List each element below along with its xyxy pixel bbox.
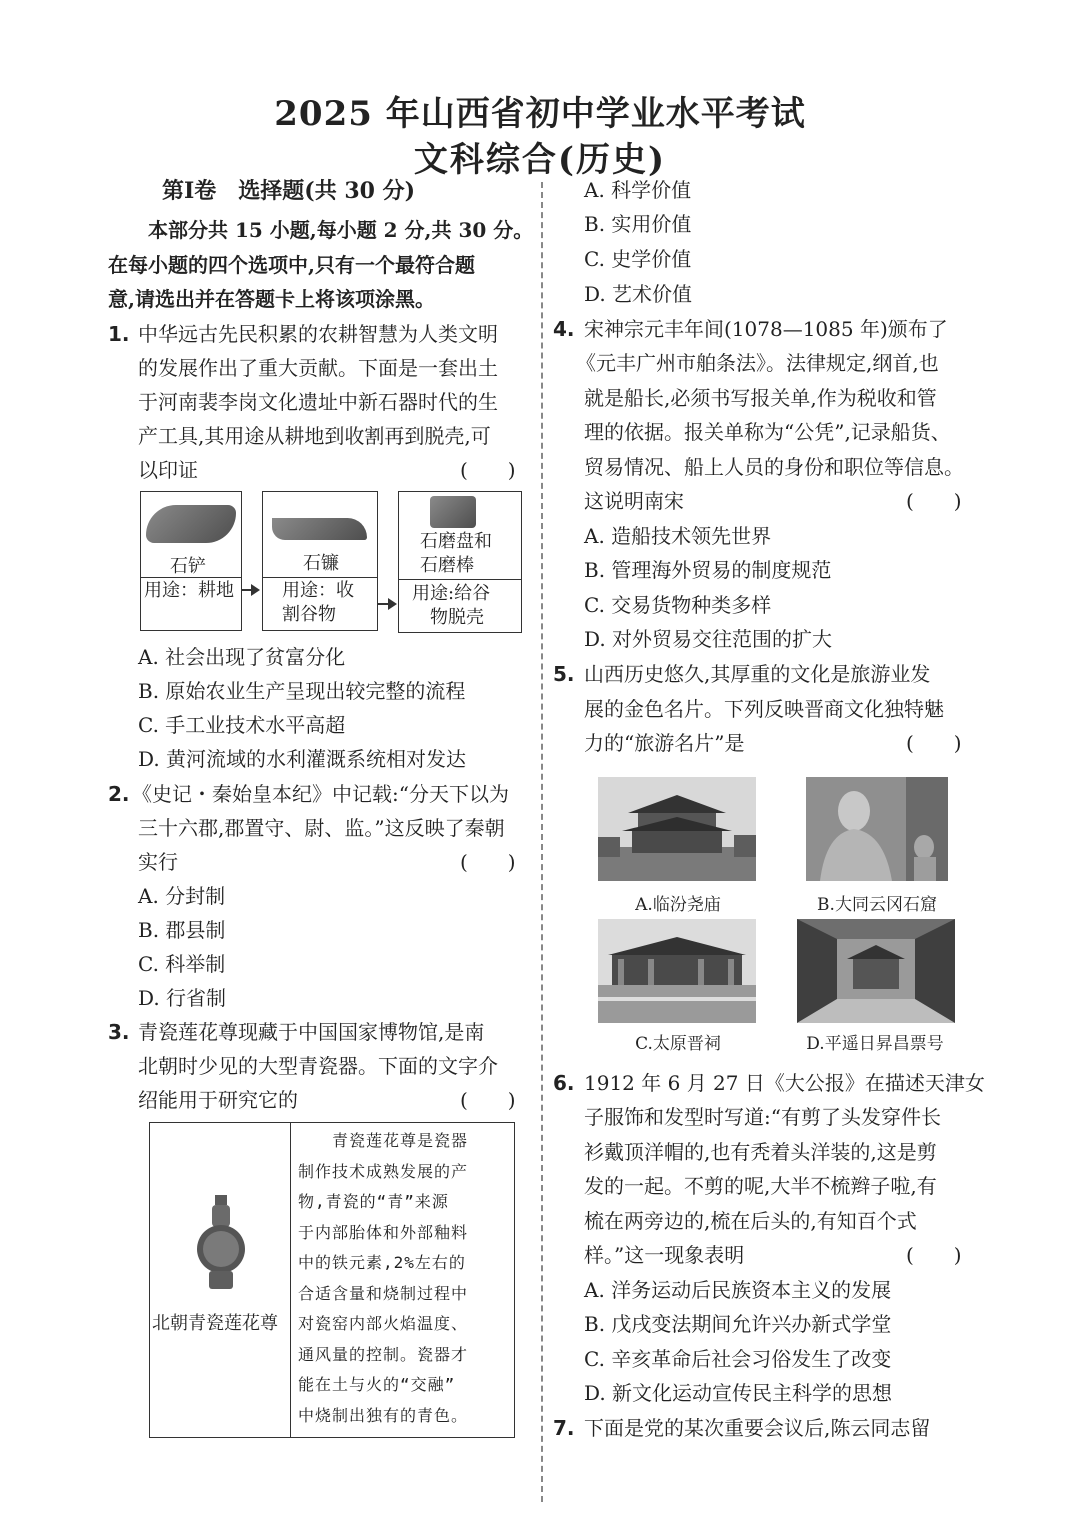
- option: A. 洋务运动后民族资本主义的发展: [584, 1278, 892, 1302]
- question-text: 三十六郡,郡置守、尉、监。”这反映了秦朝: [138, 816, 505, 840]
- question-text: 中华远古先民积累的农耕智慧为人类文明: [138, 322, 498, 346]
- tool-use: 割谷物: [282, 604, 336, 625]
- question-text: 1912 年 6 月 27 日《大公报》在描述天津女: [584, 1071, 985, 1095]
- option: D. 对外贸易交往范围的扩大: [584, 627, 833, 651]
- tool-name: 石磨盘和: [420, 531, 492, 552]
- exam-title: 2025 年山西省初中学业水平考试: [274, 94, 806, 134]
- lotus-vase-image: [195, 1195, 247, 1291]
- option: A. 分封制: [138, 884, 226, 908]
- stone-shovel-image: [146, 505, 236, 543]
- question-text: 于河南裴李岗文化遗址中新石器时代的生: [138, 390, 498, 414]
- answer-blank: ( ): [906, 489, 962, 513]
- tool-use: 用途:给谷: [412, 583, 491, 604]
- instruction-line: 本部分共 15 小题,每小题 2 分,共 30 分。: [148, 218, 534, 242]
- option: C. 史学价值: [584, 247, 692, 271]
- question-number: 4.: [553, 317, 575, 341]
- option: C. 交易货物种类多样: [584, 593, 772, 617]
- photo-caption: B.大同云冈石窟: [817, 895, 937, 915]
- answer-blank: ( ): [460, 458, 516, 482]
- option: B. 原始农业生产呈现出较完整的流程: [138, 679, 466, 703]
- tool-name: 石磨棒: [420, 555, 474, 576]
- option: C. 科举制: [138, 952, 226, 976]
- answer-blank: ( ): [460, 1088, 516, 1112]
- option: D. 新文化运动宣传民主科学的思想: [584, 1381, 893, 1405]
- question-text: 产工具,其用途从耕地到收割再到脱壳,可: [138, 424, 491, 448]
- option: A. 科学价值: [584, 178, 692, 202]
- question-text: 以印证: [138, 458, 198, 482]
- tool-use: 用途：耕地: [144, 580, 234, 601]
- arrow-icon: [378, 603, 395, 605]
- option: B. 实用价值: [584, 212, 692, 236]
- question-text: 就是船长,必须书写报关单,作为税收和管: [584, 386, 937, 410]
- vase-description: 青瓷莲花尊是瓷器 制作技术成熟发展的产 物,青瓷的“青”来源 于内部胎体和外部釉料 中的铁元素,2%左右的 合适含量和烧制过程中 对瓷窑内部火焰温度、 通风量的控制。瓷器才 能在土与火的“交融” 中烧制出独有的青色。: [298, 1131, 469, 1425]
- instruction-line: 意,请选出并在答题卡上将该项涂黑。: [108, 287, 435, 311]
- option: D. 艺术价值: [584, 282, 693, 306]
- tool-name: 石铲: [170, 556, 206, 577]
- column-divider: [541, 182, 543, 1502]
- photo-caption: D.平遥日昇昌票号: [806, 1034, 944, 1054]
- section-heading: 第Ⅰ卷 选择题(共 30 分): [162, 178, 416, 204]
- yao-temple-photo: [598, 777, 756, 881]
- photo-caption: A.临汾尧庙: [635, 895, 721, 915]
- question-number: 1.: [108, 322, 130, 346]
- answer-blank: ( ): [906, 1243, 962, 1267]
- option: A. 社会出现了贫富分化: [138, 645, 346, 669]
- question-text: 实行: [138, 850, 178, 874]
- question-text: 绍能用于研究它的: [138, 1088, 298, 1112]
- question-text: 理的依据。报关单称为“公凭”,记录船货、: [584, 420, 951, 444]
- question-text: 发的一起。不剪的呢,大半不梳辫子啦,有: [584, 1174, 937, 1198]
- question-text: 青瓷莲花尊现藏于中国国家博物馆,是南: [138, 1020, 485, 1044]
- vase-caption: 北朝青瓷莲花尊: [152, 1313, 278, 1334]
- question-text: 样。”这一现象表明: [584, 1243, 745, 1267]
- question-text: 《元丰广州市舶条法》。法律规定,纲首,也: [576, 351, 939, 375]
- answer-blank: ( ): [906, 731, 962, 755]
- question-number: 7.: [553, 1416, 575, 1440]
- question-text: 《史记・秦始皇本纪》中记载:“分天下以为: [132, 782, 509, 806]
- option: B. 管理海外贸易的制度规范: [584, 558, 832, 582]
- question-number: 6.: [553, 1071, 575, 1095]
- option: D. 黄河流域的水利灌溉系统相对发达: [138, 747, 467, 771]
- question-text: 的发展作出了重大贡献。下面是一套出土: [138, 356, 498, 380]
- exam-subtitle: 文科综合(历史): [413, 140, 667, 180]
- yungang-grottoes-photo: [806, 777, 948, 881]
- question-text: 展的金色名片。下列反映晋商文化独特魅: [584, 697, 944, 721]
- question-text: 下面是党的某次重要会议后,陈云同志留: [584, 1416, 931, 1440]
- option: B. 郡县制: [138, 918, 226, 942]
- option: C. 辛亥革命后社会习俗发生了改变: [584, 1347, 892, 1371]
- question-text: 这说明南宋: [584, 489, 684, 513]
- question-number: 2.: [108, 782, 130, 806]
- question-text: 子服饰和发型时写道:“有剪了头发穿件长: [584, 1105, 941, 1129]
- question-number: 3.: [108, 1020, 130, 1044]
- question-text: 梳在两旁边的,梳在后头的,有知百个式: [584, 1209, 917, 1233]
- answer-blank: ( ): [460, 850, 516, 874]
- photo-caption: C.太原晋祠: [635, 1034, 721, 1054]
- option: B. 戊戌变法期间允许兴办新式学堂: [584, 1312, 892, 1336]
- instruction-line: 在每小题的四个选项中,只有一个最符合题: [108, 253, 475, 277]
- option: C. 手工业技术水平高超: [138, 713, 346, 737]
- question-number: 5.: [553, 662, 575, 686]
- question-text: 宋神宗元丰年间(1078—1085 年)颁布了: [584, 317, 948, 341]
- question-text: 山西历史悠久,其厚重的文化是旅游业发: [584, 662, 931, 686]
- jinci-temple-photo: [598, 919, 756, 1023]
- tool-use: 物脱壳: [430, 607, 484, 628]
- option: D. 行省制: [138, 986, 227, 1010]
- arrow-icon: [242, 589, 258, 591]
- question-text: 衫戴顶洋帽的,也有秃着头洋装的,这是剪: [584, 1140, 937, 1164]
- option: A. 造船技术领先世界: [584, 524, 772, 548]
- tool-name: 石镰: [303, 553, 339, 574]
- question-text: 北朝时少见的大型青瓷器。下面的文字介: [138, 1054, 498, 1078]
- question-text: 力的“旅游名片”是: [584, 731, 745, 755]
- rishengchang-photo: [797, 919, 955, 1023]
- question-text: 贸易情况、船上人员的身份和职位等信息。: [584, 455, 964, 479]
- stone-sickle-image: [272, 518, 367, 540]
- tool-use: 用途：收: [282, 580, 354, 601]
- grinding-stone-image: [430, 496, 476, 528]
